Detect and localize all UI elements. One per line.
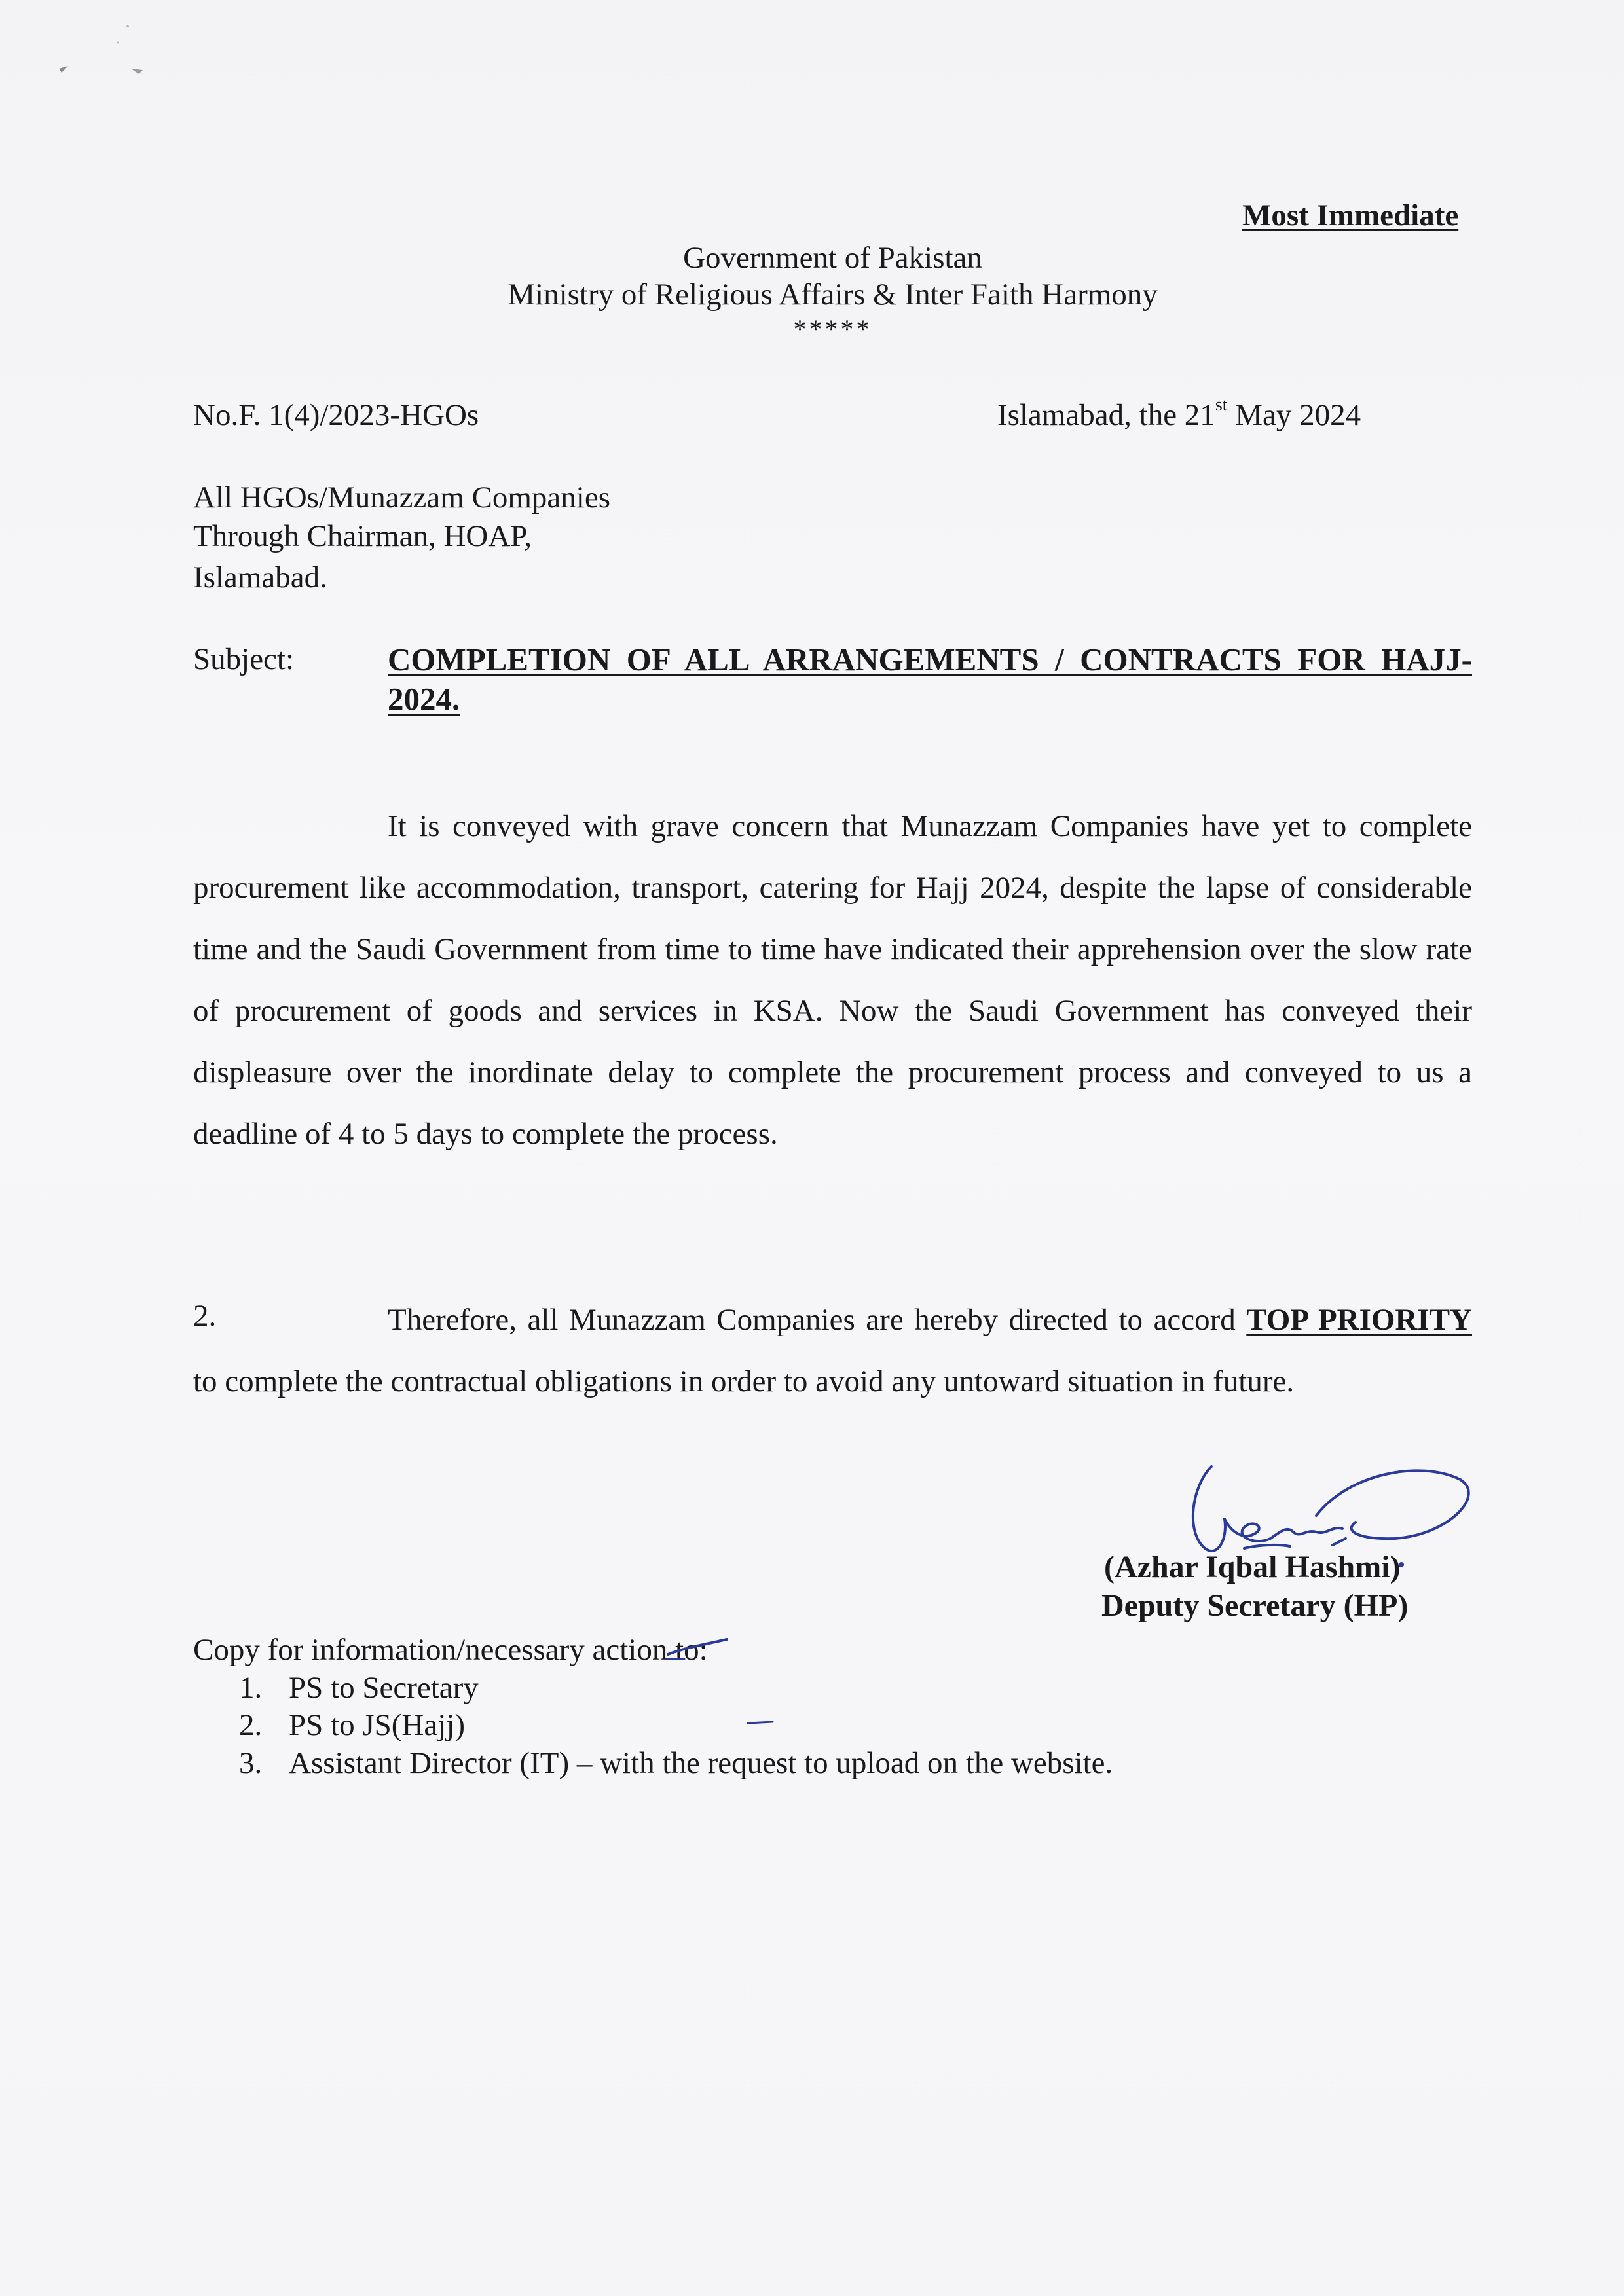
priority-marking: Most Immediate xyxy=(1242,198,1459,232)
copy-item-number: 1. xyxy=(239,1671,263,1705)
copy-item-text: Assistant Director (IT) – with the request to upload on the website. xyxy=(289,1746,1113,1780)
scan-specks xyxy=(0,0,196,131)
addressee-line-2: Through Chairman, HOAP, xyxy=(193,519,532,553)
heading-separator: ***** xyxy=(793,314,872,344)
copy-list-item xyxy=(239,1669,479,1707)
copy-to-heading: Copy for information/necessary action to: xyxy=(193,1633,708,1667)
addressee-line-3: Islamabad. xyxy=(193,560,327,594)
pen-dash-mark xyxy=(747,1710,786,1736)
copy-list-item xyxy=(239,1706,465,1745)
date-prefix: Islamabad, the 21 xyxy=(997,398,1215,432)
body-paragraph-2 xyxy=(193,1289,1472,1412)
copy-list-item xyxy=(239,1744,1113,1783)
date-ordinal: st xyxy=(1215,395,1228,415)
date-rest: May 2024 xyxy=(1227,398,1361,432)
copy-item-number: 2. xyxy=(239,1708,263,1742)
copy-item-text: PS to Secretary xyxy=(289,1671,479,1705)
para2-text-after: to complete the contractual obligations in order to avoid any untoward situation in future. xyxy=(193,1364,1295,1398)
paragraph-number-2: 2. xyxy=(193,1299,217,1333)
body-paragraph-1: It is conveyed with grave concern that Munazzam Companies have yet to complete procurement like accommodation, transport, catering for Hajj 2024, despite the lapse of considerable time and the Saudi Government from time to time have indicated their apprehension over the slow rate of procurement of goods and services in KSA. Now the Saudi Government has conveyed their displeasure over the inordinate delay to complete the procurement process and conveyed to us a deadline of 4 to 5 days to complete the process. xyxy=(193,809,1472,1151)
letter-date xyxy=(997,396,1361,435)
signatory-name: (Azhar Iqbal Hashmi) xyxy=(1104,1550,1401,1584)
copy-item-number: 3. xyxy=(239,1746,263,1780)
ministry-heading: Ministry of Religious Affairs & Inter Faith Harmony xyxy=(507,278,1158,312)
government-heading: Government of Pakistan xyxy=(683,241,982,275)
addressee-line-1: All HGOs/Munazzam Companies xyxy=(193,481,611,515)
para2-text-before: Therefore, all Munazzam Companies are hereby directed to accord xyxy=(388,1303,1247,1337)
pen-strike-mark xyxy=(665,1631,750,1664)
copy-item-text: PS to JS(Hajj) xyxy=(289,1708,465,1742)
file-number: No.F. 1(4)/2023-HGOs xyxy=(193,398,479,432)
subject-label: Subject: xyxy=(193,642,295,676)
top-priority-emphasis: TOP PRIORITY xyxy=(1246,1303,1472,1337)
signatory-designation: Deputy Secretary (HP) xyxy=(1101,1588,1409,1623)
subject-text: COMPLETION OF ALL ARRANGEMENTS / CONTRACTS FOR HAJJ-2024. xyxy=(388,642,1472,717)
